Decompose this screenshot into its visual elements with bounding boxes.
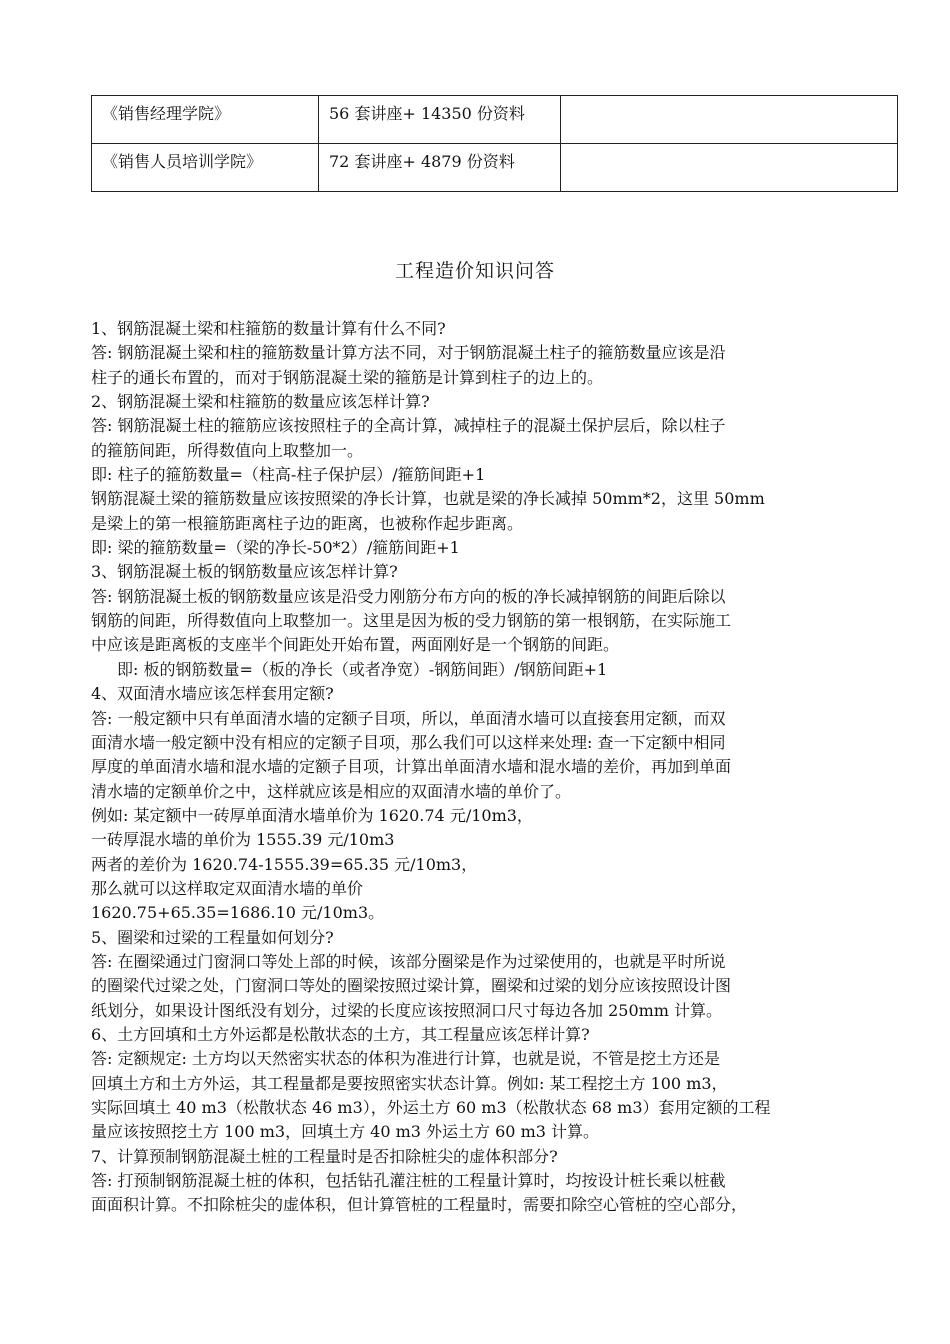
text-line: 柱子的通长布置的，而对于钢筋混凝土梁的箍筋是计算到柱子的边上的。	[91, 367, 604, 387]
text-line: 实际回填土 40 m3（松散状态 46 m3），外运土方 60 m3（松散状态 68 m3）套用定额的工程	[91, 1098, 771, 1117]
text-line: 纸划分，如果设计图纸没有划分，过梁的长度应该按照洞口尺寸每边各加 250mm 计算。	[91, 1000, 723, 1020]
text-line: 两者的差价为 1620.74-1555.39=65.35 元/10m3，	[91, 854, 478, 874]
text-line: 中应该是距离板的支座半个间距处开始布置，两面刚好是一个钢筋的间距。	[91, 635, 620, 655]
text-line: 3、钢筋混凝土板的钢筋数量应该怎样计算?	[91, 562, 398, 582]
table-row	[92, 144, 898, 192]
table-row	[92, 96, 898, 144]
text-line: 面清水墙一般定额中没有相应的定额子目项，那么我们可以这样来处理: 查一下定额中相同	[91, 732, 726, 752]
text-line: 清水墙的定额单价之中，这样就应该是相应的双面清水墙的单价了。	[91, 781, 572, 801]
table-cell-name: 《销售经理学院》	[92, 96, 319, 144]
text-line: 答: 定额规定: 土方均以天然密实状态的体积为准进行计算，也就是说，不管是挖土方还是	[91, 1049, 720, 1069]
text-line: 例如: 某定额中一砖厚单面清水墙单价为 1620.74 元/10m3，	[91, 805, 533, 825]
text-line: 2、钢筋混凝土梁和柱箍筋的数量应该怎样计算?	[91, 392, 430, 412]
text-line: 量应该按照挖土方 100 m3，回填土方 40 m3 外运土方 60 m3 计算。	[91, 1122, 600, 1142]
text-line: 答: 钢筋混凝土柱的箍筋应该按照柱子的全高计算，减掉柱子的混凝土保护层后，除以柱子	[91, 416, 726, 436]
document-title: 工程造价知识问答	[394, 260, 555, 282]
text-line: 答: 钢筋混凝土板的钢筋数量应该是沿受力刚筋分布方向的板的净长减掉钢筋的间距后除以	[91, 586, 726, 606]
text-line: 一砖厚混水墙的单价为 1555.39 元/10m3	[91, 830, 395, 850]
text-line: 答: 钢筋混凝土梁和柱的箍筋数量计算方法不同，对于钢筋混凝土柱子的箍筋数量应该是沿	[91, 343, 726, 363]
table-cell-content: 56 套讲座+ 14350 份资料	[319, 96, 561, 144]
table-cell-name: 《销售人员培训学院》	[92, 144, 319, 192]
document-body	[91, 317, 871, 1218]
text-line: 是梁上的第一根箍筋距离柱子边的距离，也被称作起步距离。	[91, 513, 524, 533]
text-line: 6、土方回填和土方外运都是松散状态的土方，其工程量应该怎样计算?	[91, 1024, 590, 1044]
text-line: 的箍筋间距，所得数值向上取整加一。	[91, 440, 364, 460]
text-line: 厚度的单面清水墙和混水墙的定额子目项，计算出单面清水墙和混水墙的差价，再加到单面	[91, 757, 732, 777]
text-line: 答: 打预制钢筋混凝土桩的体积，包括钻孔灌注桩的工程量计算时，均按设计桩长乘以桩截	[91, 1171, 726, 1191]
text-line: 的圈梁代过梁之处，门窗洞口等处的圈梁按照过梁计算，圈梁和过梁的划分应该按照设计图	[91, 976, 732, 996]
text-line: 回填土方和土方外运，其工程量都是要按照密实状态计算。例如: 某工程挖土方 100 m3，	[91, 1073, 728, 1093]
table-cell-extra	[561, 144, 898, 192]
table-cell-content: 72 套讲座+ 4879 份资料	[319, 144, 561, 192]
resource-table	[91, 95, 898, 192]
text-line: 4、双面清水墙应该怎样套用定额?	[91, 684, 334, 704]
text-line: 1、钢筋混凝土梁和柱箍筋的数量计算有什么不同?	[91, 319, 446, 338]
text-line: 即: 梁的箍筋数量=（梁的净长-50*2）/箍筋间距+1	[91, 538, 460, 558]
text-line: 即: 板的钢筋数量=（板的净长（或者净宽）-钢筋间距）/钢筋间距+1	[117, 659, 608, 679]
text-line: 钢筋混凝土梁的箍筋数量应该按照梁的净长计算，也就是梁的净长减掉 50mm*2，这里 50mm	[91, 489, 765, 509]
text-line: 答: 一般定额中只有单面清水墙的定额子目项，所以，单面清水墙可以直接套用定额，而双	[91, 708, 726, 728]
text-line: 面面积计算。不扣除桩尖的虚体积，但计算管桩的工程量时，需要扣除空心管桩的空心部分，	[91, 1195, 748, 1215]
text-line: 7、计算预制钢筋混凝土桩的工程量时是否扣除桩尖的虚体积部分?	[91, 1146, 558, 1166]
text-line: 答: 在圈梁通过门窗洞口等处上部的时候，该部分圈梁是作为过梁使用的，也就是平时所说	[91, 951, 726, 971]
text-line: 即: 柱子的箍筋数量=（柱高-柱子保护层）/箍筋间距+1	[91, 465, 486, 485]
table-cell-extra	[561, 96, 898, 144]
text-line: 5、圈梁和过梁的工程量如何划分?	[91, 927, 334, 947]
text-line: 钢筋的间距，所得数值向上取整加一。这里是因为板的受力钢筋的第一根钢筋，在实际施工	[91, 611, 732, 631]
text-line: 1620.75+65.35=1686.10 元/10m3。	[91, 903, 385, 923]
text-line: 那么就可以这样取定双面清水墙的单价	[91, 878, 364, 898]
